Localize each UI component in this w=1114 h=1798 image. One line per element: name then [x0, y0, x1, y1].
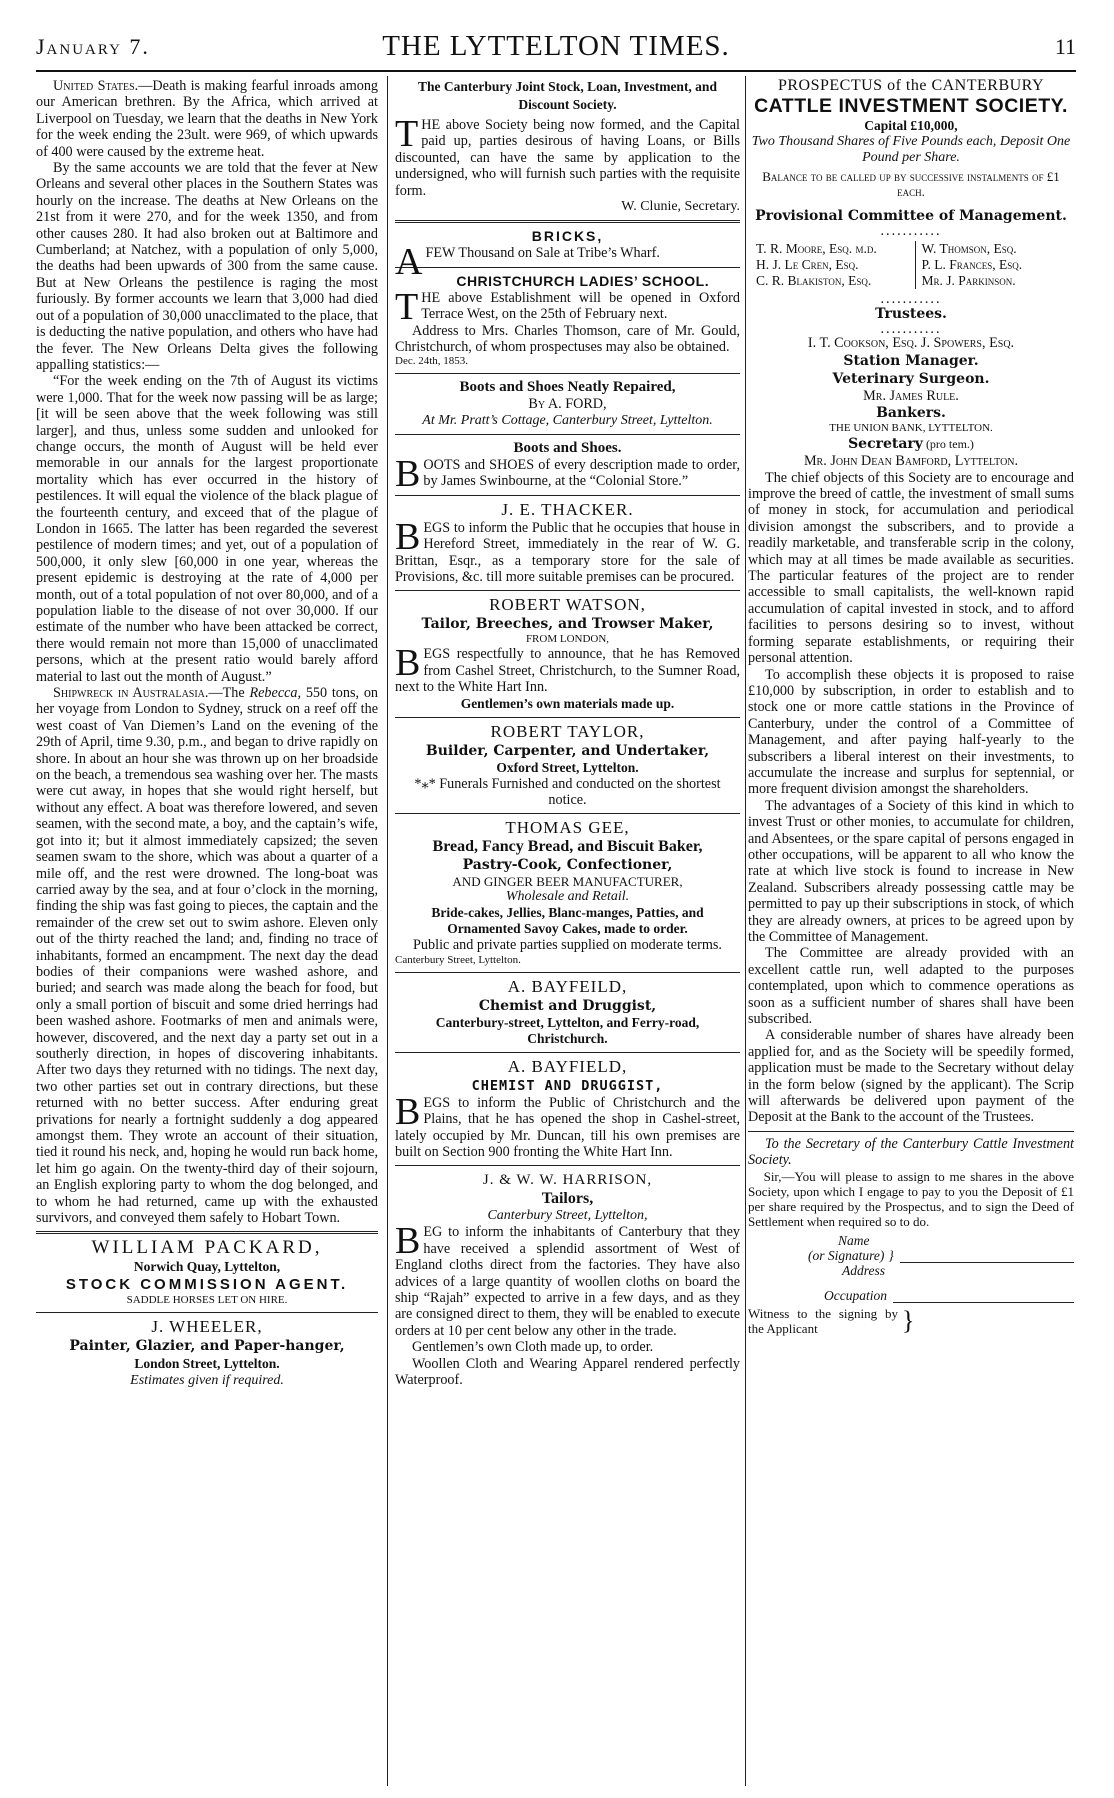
divider [395, 1052, 740, 1053]
divider [395, 495, 740, 496]
ad-packard: WILLIAM PACKARD, Norwich Quay, Lyttelton, STOCK COMMISSION AGENT. SADDLE HORSES LET ON HIRE. [65, 1237, 349, 1307]
vet-name: Mr. James Rule. [863, 387, 959, 404]
ad-ladies-school: CHRISTCHURCH LADIES’ SCHOOL. THE above Establishment will be opened in Oxford Terrace West, on the 25th of February next. Address to Mrs. Charles Thomson, care of Mr. Gould, Christchurch, of whom prospectuses may also be obtained. Dec. 24th, 1853. [395, 272, 740, 368]
bank-name: THE UNION BANK, LYTTELTON. [829, 422, 993, 435]
divider [36, 1312, 378, 1313]
masthead [36, 30, 1076, 66]
ad-bayfeild: A. BAYFEILD, Chemist and Druggist, Canterbury-street, Lyttelton, and Ferry-road, Christchurch. [435, 976, 700, 1046]
divider [395, 373, 740, 374]
divider [395, 267, 740, 268]
secretary-name: Mr. John Dean Bamford, Lyttelton. [803, 453, 1019, 470]
shares: Two Thousand Shares of Five Pounds each, Deposit One Pound per Share. [751, 134, 1071, 166]
divider [36, 1231, 378, 1234]
capital: Capital £10,000, [864, 118, 958, 134]
divider [395, 220, 740, 223]
secretary-heading: Secretary (pro tem.) [848, 436, 974, 453]
application-form: To the Secretary of the Canterbury Cattle Investment Society. Sir,—You will please to assign to me shares in the above Society, upon which I engage to pay to you the Deposit of £1 per share required by the Prospectus, and to sign the Deed of Settlement when required so to do. Name (or Signature) } Address Occupation Witness to the signing by the Applicant } [748, 1135, 1074, 1336]
divider [395, 590, 740, 591]
occupation-line[interactable] [893, 1292, 1074, 1303]
us-article-p1: United States.—Death is making fearful inroads among our American brethren. By the Africa, which arrived at Liverpool on Tuesday, we learn that the deaths in New York for the week ending the 23ult. were 969, of which upwards of 400 were caused by the extreme heat. [36, 78, 379, 160]
prospectus-p5: A considerable number of shares have already been applied for, and as the Society will be speedily formed, application must be made to the Secretary without delay in the form below (signed by the applicant). The Scrip will afterwards be delivered upon payment of the Deposit at the Bank to the account of the Trustees. [748, 1027, 1074, 1126]
column-prospectus: PROSPECTUS of the CANTERBURY CATTLE INVESTMENT SOCIETY. Capital £10,000, Two Thousand Shares of Five Pounds each, Deposit One Pound per Share. Balance to be called up by successive instalments of £1 each. Provisional Committee of Management. ........... T. R. Moore, Esq. m.d. H. J. Le Cren, Esq. C. R. Blakiston, Esq. W. Thomson, Esq. P. L. Frances, Esq. Mr. J. Parkinson. ........... Trustees. ........... I. T. Cookson, Esq. J. Spowers, Esq. Station Manager. Veterinary Surgeon. Mr. James Rule. Bankers. THE UNION BANK, LYTTELTON. Secretary (pro tem.) Mr. John Dean Bamford, Lyttelton. The chief objects of this Society are to encourage and improve the breed of cattle, the investment of small sums of money in stock, for accumulation and periodical division amongst the subscribers, and to provide a readily marketable, and transferable scrip in the colony, which may at all times be made available as securities. The particular features of the project are to render accessible to small capitalists, the well-known rapid accumulation of capital invested in stock, and to afford facilities to persons desiring so to invest, without forming separate establishments, or requiring their personal attention. To accomplish these objects it is proposed to raise £10,000 by subscription, in order to establish and to stock one or more cattle stations in the Province of Canterbury, under the control of a Committee of Management, and after paying half-yearly to the subscribers a liberal interest on their investments, to accumulate the increase and surplus for septennial, or more frequent division amongst the shareholders. The advantages of a Society of this kind in which to invest Trust or other monies, to accumulate for children, and Absentees, or the spare capital of persons engaged in other occupations, will be apparent to all who know the rate at which live stock is found to increase in New Zealand. Subscribers already possessing cattle may be permitted to pay up their subscriptions in stock, of which they are already owners, at prices to be agreed upon by the Committee of Management. The Committee are already provided with an excellent cattle run, well adapted to the purposes contemplated, upon which to commence operations as soon as a sufficient number of shares shall have been subscribed. A considerable number of shares have already been applied for, and as the Society will be speedily formed, application must be made to the Secretary without delay in the form below (signed by the applicant). The Scrip will afterwards be delivered upon payment of the Deposit at the Bank to the account of the Trustees. To the Secretary of the Canterbury Cattle Investment Society. Sir,—You will please to assign to me shares in the above Society, upon which I engage to pay to you the Deposit of £1 per share required by the Prospectus, and to sign the Deed of Settlement when required so to do. Name (or Signature) } Address Occupation Witness to the signing by the Applicant } [748, 77, 1074, 1336]
ad-wheeler: J. WHEELER, Painter, Glazier, and Paper-hanger, London Street, Lyttelton. Estimates given if required. [69, 1317, 345, 1389]
ad-thacker: J. E. THACKER. BEGS to inform the Public that he occupies that house in Hereford Street, immediately in the rear of W. G. Brittan, Esqr., as a temporary store for the sale of Provisions, &c. till more suitable premises can be procured. [395, 499, 740, 585]
prospectus-p4: The Committee are already provided with an excellent cattle run, well adapted to the purposes contemplated, upon which to commence operations as soon as a sufficient number of shares shall have been subscribed. [748, 945, 1074, 1028]
vet-heading: Veterinary Surgeon. [832, 370, 990, 387]
ad-joint-stock-society: The Canterbury Joint Stock, Loan, Investment, and Discount Society. THE above Society being now formed, and the Capital paid up, parties desirous of having Loans, or Bills discounted, can have the same by application to the undersigned, who will furnish such parties with the requisite form. W. Clunie, Secretary. [395, 79, 740, 215]
ad-taylor: ROBERT TAYLOR, Builder, Carpenter, and Undertaker, Oxford Street, Lyttelton. *⁎* Funerals Furnished and conducted on the shortest notice. [414, 721, 721, 808]
prospectus-heading: PROSPECTUS of the CANTERBURY [777, 77, 1045, 94]
prospectus-title: CATTLE INVESTMENT SOCIETY. [754, 95, 1068, 118]
ad-bayfield: A. BAYFIELD, CHEMIST AND DRUGGIST, BEGS to inform the Public of Christchurch and the Plains, that he has opened the shop in Cashel-street, lately occupied by Mr. Duncan, till his own premises are built on Section 900 fronting the White Hart Inn. [395, 1056, 740, 1160]
signature-line[interactable] [900, 1252, 1074, 1263]
shipwreck-article: Shipwreck in Australasia.—The Rebecca, 550 tons, on her voyage from London to Sydney, struck on a reef off the west coast of Van Diemen’s Land on the evening of the 29th of April, time 9.30, p.m., and began to drive rapidly on shore. In about an hour she was thrown up on her broadside on the beach, a tremendous sea washing over her. The masts were cut away, in hopes that she would right herself, but without any effect. A boat was therefore lowered, and seven seamen, with the second mate, a boy, and the captain’s wife, got into it; but it almost immediately capsized; the seven seamen swam to the shore, which was about a quarter of a mile off, and the rest were drowned. The long-boat was carried away by the sea, and at four o’clock in the morning, finding the ship was fast going to pieces, the captain and the remainder of the crew set out to swim ashore. Eleven only out of the thirty reached the land; and, finding no trace of inhabitants, formed an encampment. The next day the dead bodies of their companions were washed ashore, and buried; and search was made along the beach for food, but only a small portion of biscuit and some dried herrings had been washed ashore. Footmarks of men and animals were, however, discovered, and the next day a party set out in a southerly direction, in hopes of discovering inhabitants. After two days they returned with no tidings. The next day, two other parties set out in contrary directions, but these returned with no better success. After enduring great privations for nearly a fortnight suddenly a dog appeared amongst them. They wrote an account of their situation, tied it round his neck, and, hoping he would run back home, let him go again. On the twenty-third day of their sojourn, an English exploring party to whom the dog belonged, and to whom he had returned, came up with the exhausted survivors, and conveyed them safely to Hobart Town. [36, 685, 379, 1227]
column-news [36, 78, 378, 1778]
us-article-quote: “For the week ending on the 7th of August its victims were 1,000. That for the week now passing will be as large; [it will be seen above that the week following was still larger], and thus, unless some sudden and unlooked for change occurs, the month of August will be held ever memorable in our annals for the largest proportionate mortality which has ever occurred in the history of pestilences. It will equal the violence of the black plague of the fourteenth century, and exceed that of the plague of London in 1665. The latter has been regarded the severest pestilence of modern times; and yet, out of a population of 500,000, it only slew [60,000 in one year, whereas the present epidemic is destroying at the rate of 4,000 per month, out of a total population of not over 80,000, and of a population liable to the disease of not over 30,000. If our estimate of the number who have been attacked be correct, there would remain not more than 15,000 of unacclimated persons, which at the present ratio would barely afford material to last out the month of August.” [36, 373, 378, 685]
ad-ford: Boots and Shoes Neatly Repaired, By A. FORD, At Mr. Pratt’s Cottage, Canterbury Street, Lyttelton. [422, 379, 713, 428]
column-divider [745, 76, 746, 1786]
balance-note: Balance to be called up by successive instalments of £1 each. [762, 169, 1060, 200]
station-manager: Station Manager. [843, 352, 979, 369]
header-rule [36, 70, 1076, 72]
bankers-heading: Bankers. [876, 405, 946, 422]
newspaper-title: THE LYTTELTON TIMES. [382, 30, 730, 62]
divider [395, 1165, 740, 1166]
trustees-names: I. T. Cookson, Esq. J. Spowers, Esq. [807, 335, 1015, 352]
divider [395, 813, 740, 814]
ad-harrison: J. & W. W. HARRISON, Tailors, Canterbury Street, Lyttelton, BEG to inform the inhabitants of Canterbury that they have received a splendid assortment of West of England cloths direct from the factories. They have also advices of a large quantity of woollen cloths on board the ship “Rajah” expected to arrive in a few days, and as they are consigned direct to them, they will be enabled to execute orders at 10 per cent below any other in the trade. Gentlemen’s own Cloth made up, to order. Woollen Cloth and Wearing Apparel rendered perfectly Waterproof. [395, 1172, 740, 1389]
prospectus-p1: The chief objects of this Society are to encourage and improve the breed of cattle, the investment of small sums of money in stock, for accumulation and periodical division amongst the subscribers, and to provide a readily marketable, and transferable scrip in the colony, which may at all times be made available as securities. The particular features of the project are to render accessible to small capitalists, the well-known rapid accumulation of capital invested in stock, and to afford facilities to persons desiring so to invest, without forming separate establishments, or requiring their personal attention. [748, 469, 1074, 667]
ad-gee: THOMAS GEE, Bread, Fancy Bread, and Biscuit Baker, Pastry-Cook, Confectioner, AND GINGER BEER MANUFACTURER, Wholesale and Retail. Bride-cakes, Jellies, Blanc-manges, Patties, and Ornamented Savoy Cakes, made to order. Public and private parties supplied on moderate terms. Canterbury Street, Lyttelton. [395, 818, 722, 966]
divider [395, 717, 740, 718]
page-number: 11 [1054, 34, 1076, 59]
committee-heading: Provisional Committee of Management. [755, 208, 1067, 225]
committee-names: T. R. Moore, Esq. m.d. H. J. Le Cren, Esq. C. R. Blakiston, Esq. W. Thomson, Esq. P. L. Frances, Esq. Mr. J. Parkinson. [748, 241, 1074, 289]
prospectus-p2: To accomplish these objects it is proposed to raise £10,000 by subscription, in order to establish and to stock one or more cattle stations in the Province of Canterbury, under the control of a Committee of Management, and after paying half-yearly to the subscribers a liberal interest on their investments, to accumulate the increase and surplus for septennial, or more frequent division amongst the shareholders. [748, 666, 1074, 798]
divider [395, 972, 740, 973]
trustees-heading: Trustees. [875, 306, 947, 323]
issue-date: January 7. [36, 34, 150, 59]
divider [748, 1131, 1074, 1132]
column-divider [387, 76, 388, 1786]
column-advertisements [395, 78, 740, 1388]
ad-swinbourne: Boots and Shoes. BOOTS and SHOES of every description made to order, by James Swinbourne, at the “Colonial Store.” [395, 439, 740, 495]
divider [395, 434, 740, 435]
us-article-p2: By the same accounts we are told that the fever at New Orleans and several other places in the Southern States was hourly on the increase. The deaths at New Orleans on the 21st from it were 270, and for the week 1350, and from other causes 280. It had also broken out at Baltimore and Cumberland; at Natchez, with a population of only 5,000, the deaths had been upwards of 300 from the same cause. But at New Orleans the pestilence is raging the most furiously. By former accounts we learn that 3,000 had died out of a population of 30,000 unacclimated to the place, that is deducting the native population, and others who have had the fever. The New Orleans Delta gives the following appalling statistics:— [36, 160, 378, 373]
prospectus-p3: The advantages of a Society of this kind in which to invest Trust or other monies, to accumulate for children, and Absentees, or the spare capital of persons engaged in other occupations, will be apparent to all who know the rate at which live stock is found to increase in New Zealand. Subscribers already possessing cattle may be permitted to pay up their subscriptions in stock, of which they are already owners, at prices to be agreed upon by the Committee of Management. [748, 797, 1074, 945]
ad-watson: ROBERT WATSON, Tailor, Breeches, and Trowser Maker, FROM LONDON, BEGS respectfully to announce, that he has Removed from Cashel Street, Christchurch, to the Sumner Road, next to the White Hart Inn. Gentlemen’s own materials made up. [395, 595, 740, 711]
ad-bricks: BRICKS, A FEW Thousand on Sale at Tribe’s Wharf. [395, 228, 660, 284]
